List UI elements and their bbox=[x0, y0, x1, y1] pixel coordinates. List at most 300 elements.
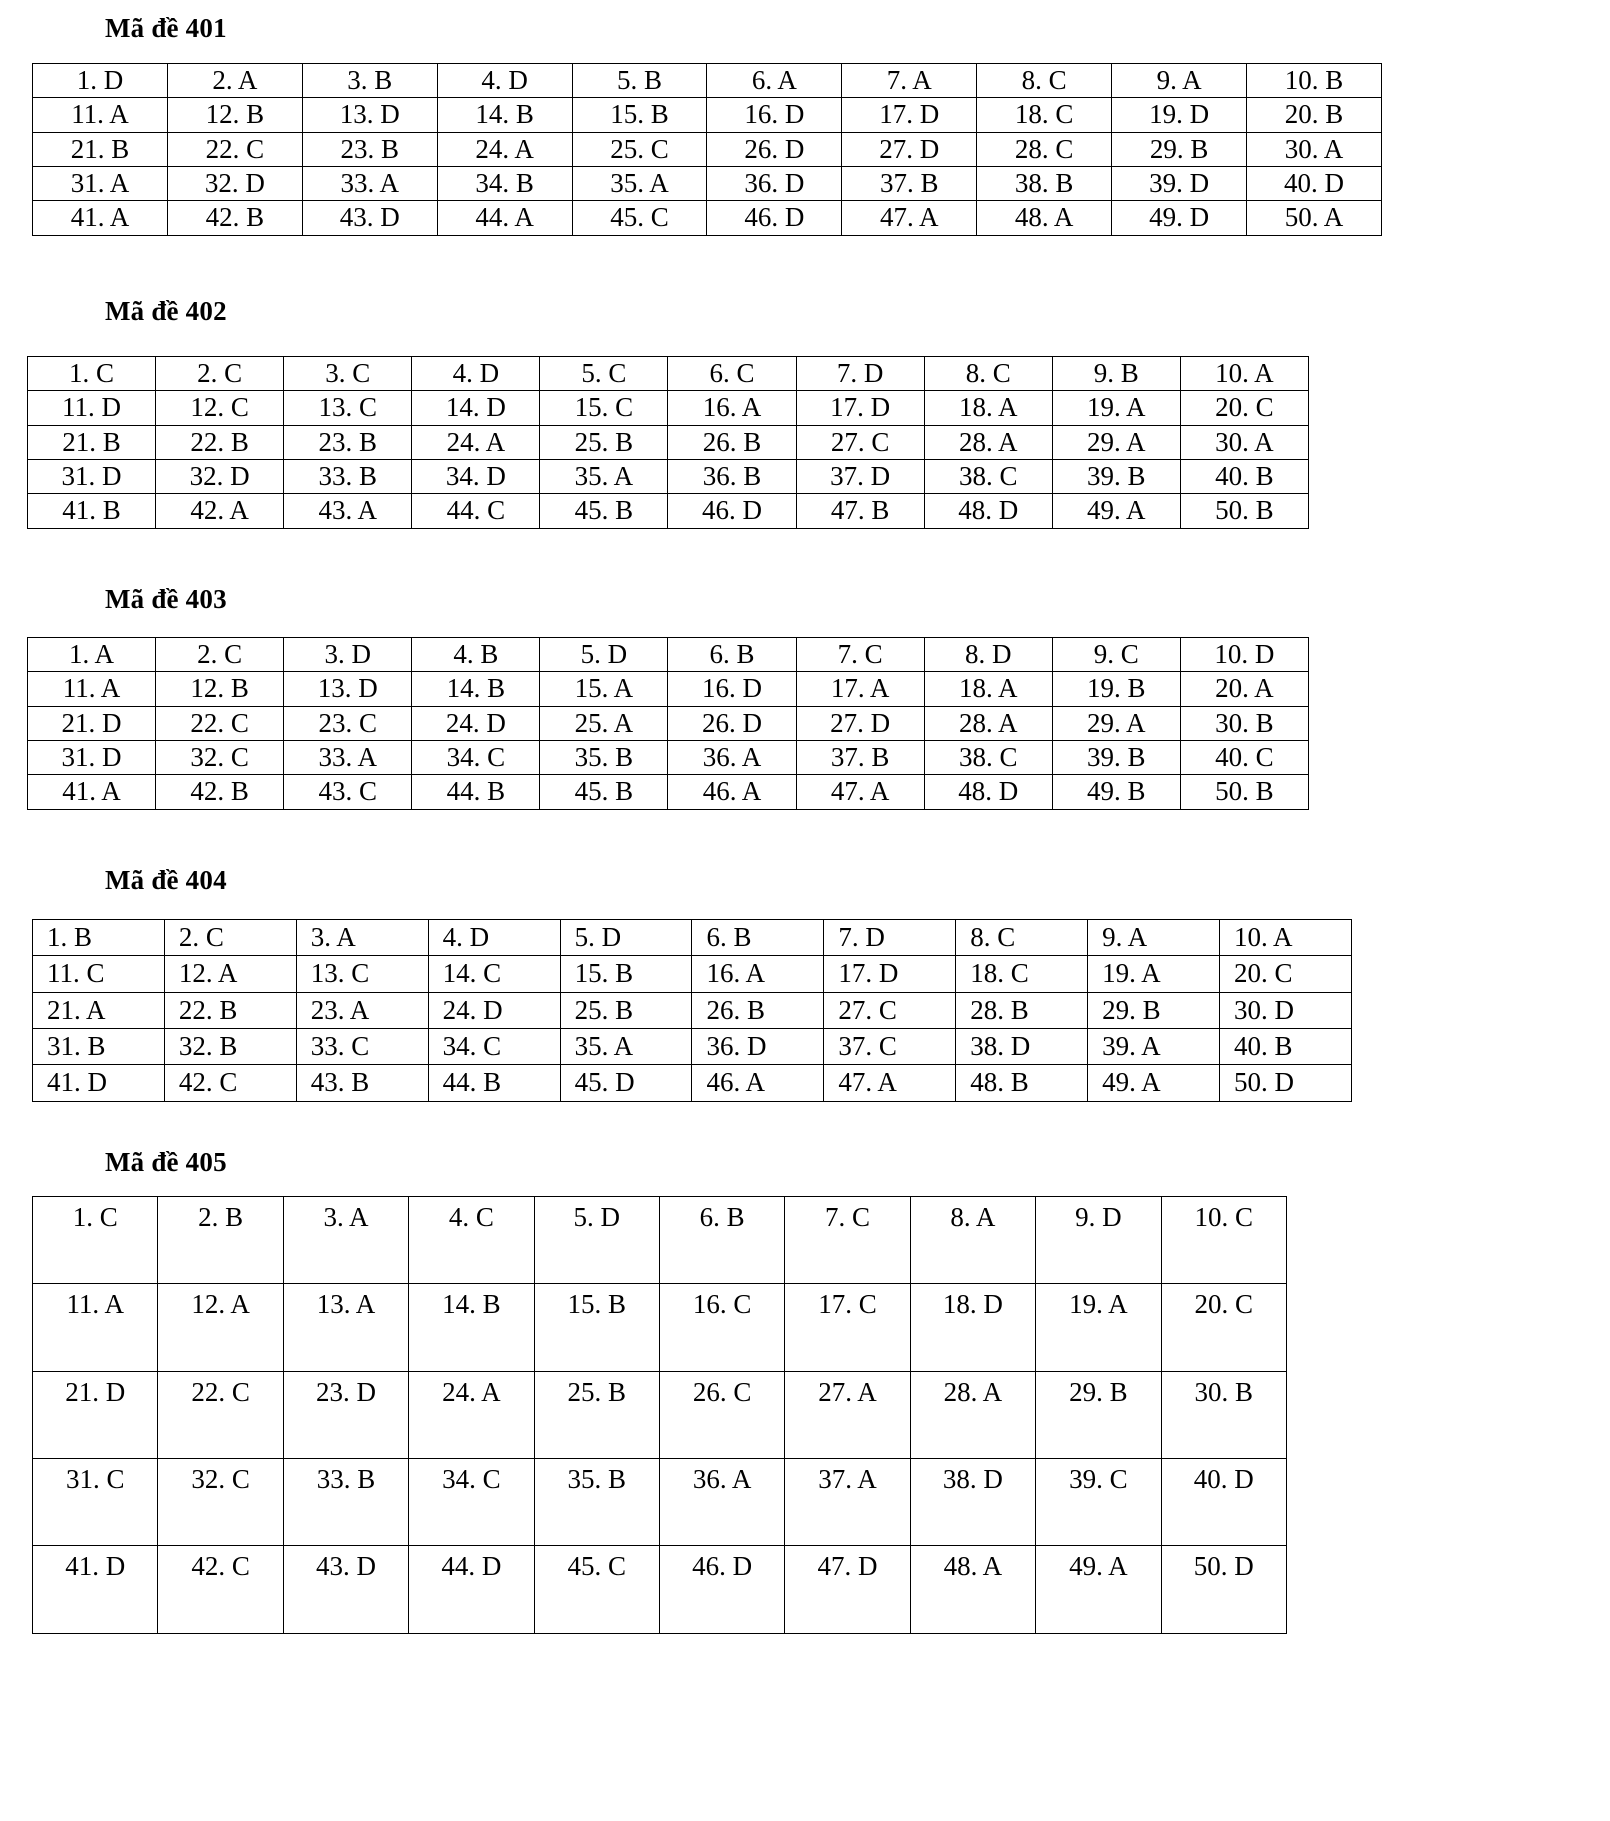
answer-cell bbox=[33, 1371, 158, 1458]
answer-cell-text: 30. D bbox=[1234, 994, 1295, 1025]
answer-cell bbox=[33, 1459, 158, 1546]
answer-cell-text: 40. D bbox=[1193, 1464, 1254, 1495]
answer-cell-text: 17. D bbox=[838, 958, 899, 989]
answer-cell bbox=[28, 638, 156, 672]
answer-cell bbox=[296, 956, 428, 992]
answer-cell bbox=[707, 167, 842, 201]
answer-cell-text: 39. B bbox=[1087, 742, 1146, 773]
answer-cell bbox=[572, 167, 707, 201]
answer-cell bbox=[1220, 992, 1352, 1028]
answer-cell bbox=[156, 357, 284, 391]
answer-cell bbox=[284, 425, 412, 459]
answer-cell-text: 23. A bbox=[310, 994, 370, 1025]
answer-cell-text: 35. A bbox=[574, 461, 634, 492]
answer-cell bbox=[1247, 201, 1382, 235]
answer-cell bbox=[796, 391, 924, 425]
answer-cell-text: 8. D bbox=[964, 639, 1012, 669]
answer-cell bbox=[572, 132, 707, 166]
answer-cell bbox=[158, 1371, 283, 1458]
answer-cell bbox=[956, 920, 1088, 956]
answer-cell bbox=[1112, 132, 1247, 166]
table-row bbox=[33, 956, 1352, 992]
answer-cell bbox=[668, 357, 796, 391]
answer-table-404-wrap bbox=[32, 919, 1352, 1102]
answer-cell-text: 13. A bbox=[316, 1289, 376, 1320]
answer-cell-text: 17. A bbox=[830, 673, 890, 704]
answer-cell-text: 22. C bbox=[205, 133, 265, 164]
answer-cell-text: 2. A bbox=[212, 65, 258, 95]
answer-cell bbox=[842, 98, 977, 132]
answer-cell-text: 39. C bbox=[1069, 1464, 1128, 1495]
answer-cell-text: 16. D bbox=[702, 673, 763, 704]
answer-cell-text: 18. C bbox=[1014, 99, 1074, 130]
answer-cell-text: 22. C bbox=[191, 1376, 250, 1407]
answer-cell bbox=[560, 1029, 692, 1065]
answer-cell bbox=[284, 706, 412, 740]
answer-cell-text: 26. B bbox=[702, 426, 762, 457]
answer-cell bbox=[910, 1371, 1035, 1458]
answer-cell bbox=[1180, 638, 1308, 672]
answer-cell bbox=[1180, 357, 1308, 391]
answer-cell-text: 28. C bbox=[1014, 133, 1074, 164]
answer-cell bbox=[283, 1284, 408, 1371]
answer-cell bbox=[924, 425, 1052, 459]
answer-cell-text: 24. A bbox=[442, 1376, 501, 1407]
answer-cell bbox=[1180, 425, 1308, 459]
answer-cell-text: 34. D bbox=[445, 461, 506, 492]
answer-cell-text: 21. D bbox=[61, 707, 122, 738]
answer-cell-text: 12. B bbox=[205, 99, 265, 130]
answer-cell-text: 9. A bbox=[1102, 922, 1148, 952]
answer-cell bbox=[1112, 98, 1247, 132]
answer-cell-text: 36. D bbox=[706, 1031, 767, 1062]
answer-cell bbox=[284, 775, 412, 809]
answer-cell-text: 16. C bbox=[692, 1289, 752, 1320]
heading-text-403: Mã đề 403 bbox=[105, 584, 227, 614]
answer-cell bbox=[409, 1284, 534, 1371]
answer-cell-text: 19. D bbox=[1149, 99, 1210, 130]
answer-cell bbox=[283, 1197, 408, 1284]
answer-cell-text: 3. A bbox=[323, 1202, 369, 1232]
answer-cell bbox=[33, 920, 165, 956]
heading-text-402: Mã đề 402 bbox=[105, 296, 227, 326]
answer-cell bbox=[1088, 1065, 1220, 1101]
table-row bbox=[33, 64, 1382, 98]
answer-cell bbox=[659, 1371, 784, 1458]
answer-cell-text: 40. C bbox=[1215, 742, 1274, 773]
answer-cell-text: 50. B bbox=[1215, 776, 1274, 807]
answer-cell bbox=[33, 992, 165, 1028]
answer-cell bbox=[540, 391, 668, 425]
answer-cell-text: 34. B bbox=[475, 168, 534, 199]
answer-cell bbox=[33, 1197, 158, 1284]
answer-cell bbox=[824, 992, 956, 1028]
answer-cell bbox=[540, 460, 668, 494]
answer-cell-text: 7. C bbox=[837, 639, 883, 669]
answer-cell bbox=[796, 741, 924, 775]
answer-cell bbox=[33, 64, 168, 98]
answer-cell-text: 33. C bbox=[310, 1031, 370, 1062]
answer-cell bbox=[1052, 357, 1180, 391]
answer-cell-text: 16. A bbox=[706, 958, 765, 989]
answer-cell-text: 49. A bbox=[1069, 1551, 1128, 1582]
table-row bbox=[33, 201, 1382, 235]
answer-table-405-wrap bbox=[32, 1196, 1287, 1634]
answer-cell bbox=[692, 956, 824, 992]
answer-cell bbox=[540, 357, 668, 391]
answer-cell bbox=[1220, 1065, 1352, 1101]
answer-cell-text: 26. C bbox=[692, 1376, 752, 1407]
answer-cell-text: 15. B bbox=[574, 958, 634, 989]
answer-cell-text: 15. C bbox=[574, 392, 634, 423]
answer-cell-text: 12. A bbox=[178, 958, 238, 989]
answer-cell-text: 11. C bbox=[47, 958, 105, 989]
answer-cell bbox=[977, 64, 1112, 98]
answer-cell-text: 50. D bbox=[1234, 1067, 1295, 1098]
answer-cell bbox=[977, 167, 1112, 201]
answer-cell bbox=[428, 956, 560, 992]
table-row bbox=[28, 460, 1309, 494]
answer-cell bbox=[156, 425, 284, 459]
answer-cell bbox=[156, 706, 284, 740]
answer-cell bbox=[296, 920, 428, 956]
answer-cell-text: 31. D bbox=[61, 742, 122, 773]
answer-cell-text: 11. A bbox=[71, 99, 129, 130]
table-row bbox=[28, 425, 1309, 459]
answer-cell-text: 18. A bbox=[958, 673, 1018, 704]
answer-cell-text: 22. C bbox=[190, 707, 249, 738]
answer-cell bbox=[437, 64, 572, 98]
answer-table-401-wrap bbox=[32, 63, 1382, 236]
answer-cell bbox=[156, 741, 284, 775]
answer-cell-text: 8. C bbox=[970, 922, 1016, 952]
answer-cell bbox=[796, 775, 924, 809]
answer-table-405 bbox=[32, 1196, 1287, 1634]
answer-cell-text: 39. D bbox=[1149, 168, 1210, 199]
answer-cell bbox=[707, 64, 842, 98]
answer-cell bbox=[412, 391, 540, 425]
answer-cell-text: 21. D bbox=[65, 1376, 126, 1407]
answer-cell-text: 40. B bbox=[1234, 1031, 1293, 1062]
answer-cell bbox=[33, 956, 165, 992]
answer-cell-text: 33. A bbox=[318, 742, 377, 773]
answer-cell bbox=[167, 167, 302, 201]
answer-cell-text: 12. B bbox=[190, 673, 249, 704]
answer-cell bbox=[707, 132, 842, 166]
answer-cell-text: 9. A bbox=[1156, 65, 1202, 95]
answer-cell-text: 45. B bbox=[574, 776, 634, 807]
answer-cell bbox=[924, 775, 1052, 809]
answer-cell bbox=[33, 167, 168, 201]
answer-cell-text: 3. D bbox=[324, 639, 371, 669]
answer-cell bbox=[412, 460, 540, 494]
answer-cell-text: 41. A bbox=[70, 202, 130, 233]
answer-cell bbox=[796, 357, 924, 391]
answer-cell-text: 9. D bbox=[1075, 1202, 1122, 1232]
answer-cell bbox=[1220, 956, 1352, 992]
answer-cell bbox=[910, 1459, 1035, 1546]
answer-cell-text: 27. C bbox=[838, 994, 897, 1025]
answer-cell-text: 18. A bbox=[958, 392, 1018, 423]
answer-cell-text: 19. A bbox=[1069, 1289, 1128, 1320]
answer-cell bbox=[785, 1284, 910, 1371]
answer-cell-text: 4. D bbox=[452, 358, 500, 388]
answer-cell-text: 35. B bbox=[567, 1464, 627, 1495]
table-row bbox=[33, 1284, 1287, 1371]
answer-cell-text: 45. D bbox=[574, 1067, 635, 1098]
answer-cell-text: 14. B bbox=[475, 99, 534, 130]
answer-cell-text: 29. B bbox=[1102, 994, 1161, 1025]
answer-cell bbox=[284, 391, 412, 425]
answer-cell bbox=[842, 132, 977, 166]
table-row bbox=[33, 1371, 1287, 1458]
answer-cell-text: 20. C bbox=[1234, 958, 1293, 989]
answer-cell bbox=[924, 741, 1052, 775]
answer-cell-text: 1. C bbox=[72, 1202, 118, 1232]
answer-cell bbox=[283, 1371, 408, 1458]
table-row bbox=[33, 132, 1382, 166]
answer-cell bbox=[659, 1546, 784, 1633]
answer-cell bbox=[1161, 1197, 1286, 1284]
answer-cell-text: 40. D bbox=[1284, 168, 1344, 199]
answer-cell-text: 45. C bbox=[567, 1551, 627, 1582]
answer-cell bbox=[284, 638, 412, 672]
answer-cell-text: 5. D bbox=[573, 1202, 620, 1232]
answer-cell-text: 25. B bbox=[567, 1376, 627, 1407]
answer-cell-text: 10. C bbox=[1194, 1202, 1254, 1232]
answer-cell-text: 38. C bbox=[958, 461, 1018, 492]
answer-cell-text: 14. C bbox=[442, 958, 502, 989]
heading-text-404: Mã đề 404 bbox=[105, 865, 227, 895]
answer-cell bbox=[924, 706, 1052, 740]
answer-cell bbox=[1088, 1029, 1220, 1065]
answer-cell-text: 9. B bbox=[1093, 358, 1139, 388]
answer-cell bbox=[28, 494, 156, 528]
answer-cell bbox=[956, 992, 1088, 1028]
answer-cell-text: 3. C bbox=[325, 358, 371, 388]
answer-table-404 bbox=[32, 919, 1352, 1102]
answer-cell bbox=[560, 992, 692, 1028]
answer-cell bbox=[707, 201, 842, 235]
answer-cell bbox=[158, 1459, 283, 1546]
answer-cell-text: 43. C bbox=[318, 776, 377, 807]
table-row bbox=[33, 1029, 1352, 1065]
answer-cell-text: 2. C bbox=[197, 358, 243, 388]
table-row bbox=[28, 741, 1309, 775]
answer-cell-text: 34. C bbox=[442, 1031, 502, 1062]
answer-cell bbox=[164, 956, 296, 992]
answer-cell-text: 13. D bbox=[339, 99, 400, 130]
answer-cell-text: 6. B bbox=[706, 922, 752, 952]
answer-cell-text: 41. B bbox=[62, 495, 121, 526]
answer-cell bbox=[1180, 460, 1308, 494]
table-row bbox=[33, 98, 1382, 132]
answer-cell-text: 8. C bbox=[1021, 65, 1067, 95]
answer-cell bbox=[534, 1371, 659, 1458]
answer-cell bbox=[409, 1371, 534, 1458]
answer-cell-text: 42. C bbox=[178, 1067, 238, 1098]
answer-cell-text: 31. C bbox=[65, 1464, 125, 1495]
answer-cell bbox=[924, 391, 1052, 425]
answer-cell-text: 38. C bbox=[958, 742, 1018, 773]
answer-cell-text: 25. A bbox=[574, 707, 634, 738]
answer-cell bbox=[924, 494, 1052, 528]
table-row bbox=[28, 672, 1309, 706]
answer-cell-text: 23. C bbox=[318, 707, 377, 738]
table-row bbox=[33, 1546, 1287, 1633]
answer-cell-text: 42. B bbox=[205, 202, 265, 233]
answer-cell-text: 43. D bbox=[339, 202, 400, 233]
answer-cell-text: 21. B bbox=[62, 426, 121, 457]
answer-cell-text: 18. C bbox=[970, 958, 1029, 989]
answer-cell bbox=[707, 98, 842, 132]
answer-cell bbox=[156, 460, 284, 494]
answer-cell bbox=[924, 672, 1052, 706]
answer-cell-text: 11. A bbox=[62, 673, 121, 704]
answer-cell bbox=[692, 992, 824, 1028]
answer-cell-text: 29. B bbox=[1069, 1376, 1128, 1407]
answer-cell-text: 43. D bbox=[315, 1551, 376, 1582]
answer-cell-text: 42. C bbox=[191, 1551, 250, 1582]
answer-cell bbox=[28, 672, 156, 706]
answer-cell-text: 38. D bbox=[970, 1031, 1031, 1062]
table-row bbox=[28, 638, 1309, 672]
answer-cell bbox=[1036, 1546, 1161, 1633]
answer-cell bbox=[33, 132, 168, 166]
answer-cell bbox=[1220, 1029, 1352, 1065]
answer-cell bbox=[412, 672, 540, 706]
answer-cell bbox=[1180, 391, 1308, 425]
answer-cell bbox=[156, 775, 284, 809]
answer-cell bbox=[412, 494, 540, 528]
answer-cell bbox=[33, 1029, 165, 1065]
answer-cell bbox=[824, 1029, 956, 1065]
answer-cell-text: 11. A bbox=[66, 1289, 124, 1320]
answer-cell bbox=[668, 672, 796, 706]
answer-cell bbox=[302, 98, 437, 132]
answer-cell bbox=[534, 1197, 659, 1284]
answer-cell-text: 37. B bbox=[830, 742, 890, 773]
answer-cell bbox=[1036, 1459, 1161, 1546]
answer-cell-text: 10. A bbox=[1215, 358, 1274, 388]
answer-cell-text: 32. C bbox=[190, 742, 249, 773]
answer-cell-text: 1. C bbox=[69, 358, 115, 388]
answer-cell bbox=[1088, 956, 1220, 992]
answer-cell bbox=[659, 1284, 784, 1371]
answer-cell-text: 15. A bbox=[574, 673, 634, 704]
answer-cell bbox=[924, 357, 1052, 391]
answer-cell bbox=[412, 638, 540, 672]
answer-cell-text: 18. D bbox=[942, 1289, 1003, 1320]
answer-cell-text: 24. D bbox=[442, 994, 503, 1025]
answer-cell bbox=[302, 201, 437, 235]
answer-cell-text: 4. B bbox=[453, 639, 499, 669]
answer-cell-text: 48. D bbox=[958, 776, 1019, 807]
answer-cell bbox=[164, 1029, 296, 1065]
answer-cell-text: 34. C bbox=[442, 1464, 501, 1495]
answer-cell bbox=[796, 494, 924, 528]
answer-cell-text: 2. C bbox=[178, 922, 224, 952]
answer-cell-text: 45. B bbox=[574, 495, 634, 526]
answer-cell-text: 32. B bbox=[178, 1031, 238, 1062]
answer-cell-text: 28. B bbox=[970, 994, 1029, 1025]
answer-cell bbox=[1247, 132, 1382, 166]
answer-table-402 bbox=[27, 356, 1309, 529]
answer-cell bbox=[284, 460, 412, 494]
answer-cell-text: 20. C bbox=[1215, 392, 1274, 423]
answer-cell bbox=[1180, 706, 1308, 740]
answer-cell-text: 22. B bbox=[178, 994, 238, 1025]
answer-cell-text: 19. B bbox=[1087, 673, 1146, 704]
answer-cell bbox=[560, 920, 692, 956]
answer-cell-text: 44. D bbox=[441, 1551, 502, 1582]
answer-cell-text: 25. B bbox=[574, 426, 634, 457]
answer-cell-text: 13. D bbox=[317, 673, 378, 704]
answer-cell bbox=[302, 132, 437, 166]
answer-cell-text: 37. B bbox=[880, 168, 939, 199]
answer-cell-text: 37. C bbox=[838, 1031, 897, 1062]
answer-cell bbox=[1161, 1371, 1286, 1458]
answer-cell-text: 6. A bbox=[751, 65, 797, 95]
answer-cell-text: 8. A bbox=[950, 1202, 996, 1232]
answer-cell bbox=[164, 1065, 296, 1101]
answer-cell bbox=[785, 1197, 910, 1284]
answer-cell bbox=[283, 1459, 408, 1546]
answer-cell-text: 44. A bbox=[475, 202, 534, 233]
answer-cell-text: 19. A bbox=[1087, 392, 1146, 423]
answer-cell bbox=[156, 672, 284, 706]
answer-cell bbox=[842, 201, 977, 235]
answer-cell-text: 33. B bbox=[318, 461, 377, 492]
answer-cell-text: 24. D bbox=[445, 707, 506, 738]
answer-cell-text: 26. D bbox=[744, 133, 805, 164]
answer-cell bbox=[1247, 98, 1382, 132]
answer-cell-text: 42. A bbox=[190, 495, 249, 526]
answer-cell-text: 7. D bbox=[838, 922, 885, 952]
answer-cell-text: 46. D bbox=[692, 1551, 753, 1582]
answer-cell bbox=[785, 1459, 910, 1546]
answer-cell-text: 30. B bbox=[1215, 707, 1274, 738]
answer-cell-text: 36. B bbox=[702, 461, 762, 492]
answer-cell bbox=[1247, 167, 1382, 201]
answer-cell bbox=[437, 167, 572, 201]
table-row bbox=[28, 494, 1309, 528]
answer-cell bbox=[167, 132, 302, 166]
answer-table-403 bbox=[27, 637, 1309, 810]
answer-cell bbox=[33, 1065, 165, 1101]
answer-cell-text: 33. B bbox=[316, 1464, 376, 1495]
answer-table-401 bbox=[32, 63, 1382, 236]
answer-cell bbox=[692, 1029, 824, 1065]
answer-cell-text: 6. B bbox=[709, 639, 755, 669]
answer-cell bbox=[33, 98, 168, 132]
answer-cell bbox=[296, 1029, 428, 1065]
answer-cell bbox=[296, 1065, 428, 1101]
answer-cell bbox=[924, 460, 1052, 494]
answer-cell-text: 5. C bbox=[581, 358, 627, 388]
answer-cell-text: 46. D bbox=[744, 202, 805, 233]
answer-cell bbox=[412, 425, 540, 459]
answer-cell-text: 29. A bbox=[1087, 426, 1146, 457]
answer-cell bbox=[28, 425, 156, 459]
answer-cell-text: 32. D bbox=[189, 461, 250, 492]
answer-cell-text: 14. B bbox=[442, 1289, 501, 1320]
answer-cell bbox=[302, 167, 437, 201]
section-heading-403 bbox=[105, 585, 227, 615]
answer-cell-text: 14. B bbox=[446, 673, 506, 704]
answer-cell-text: 41. D bbox=[47, 1067, 107, 1098]
answer-cell-text: 43. B bbox=[310, 1067, 370, 1098]
